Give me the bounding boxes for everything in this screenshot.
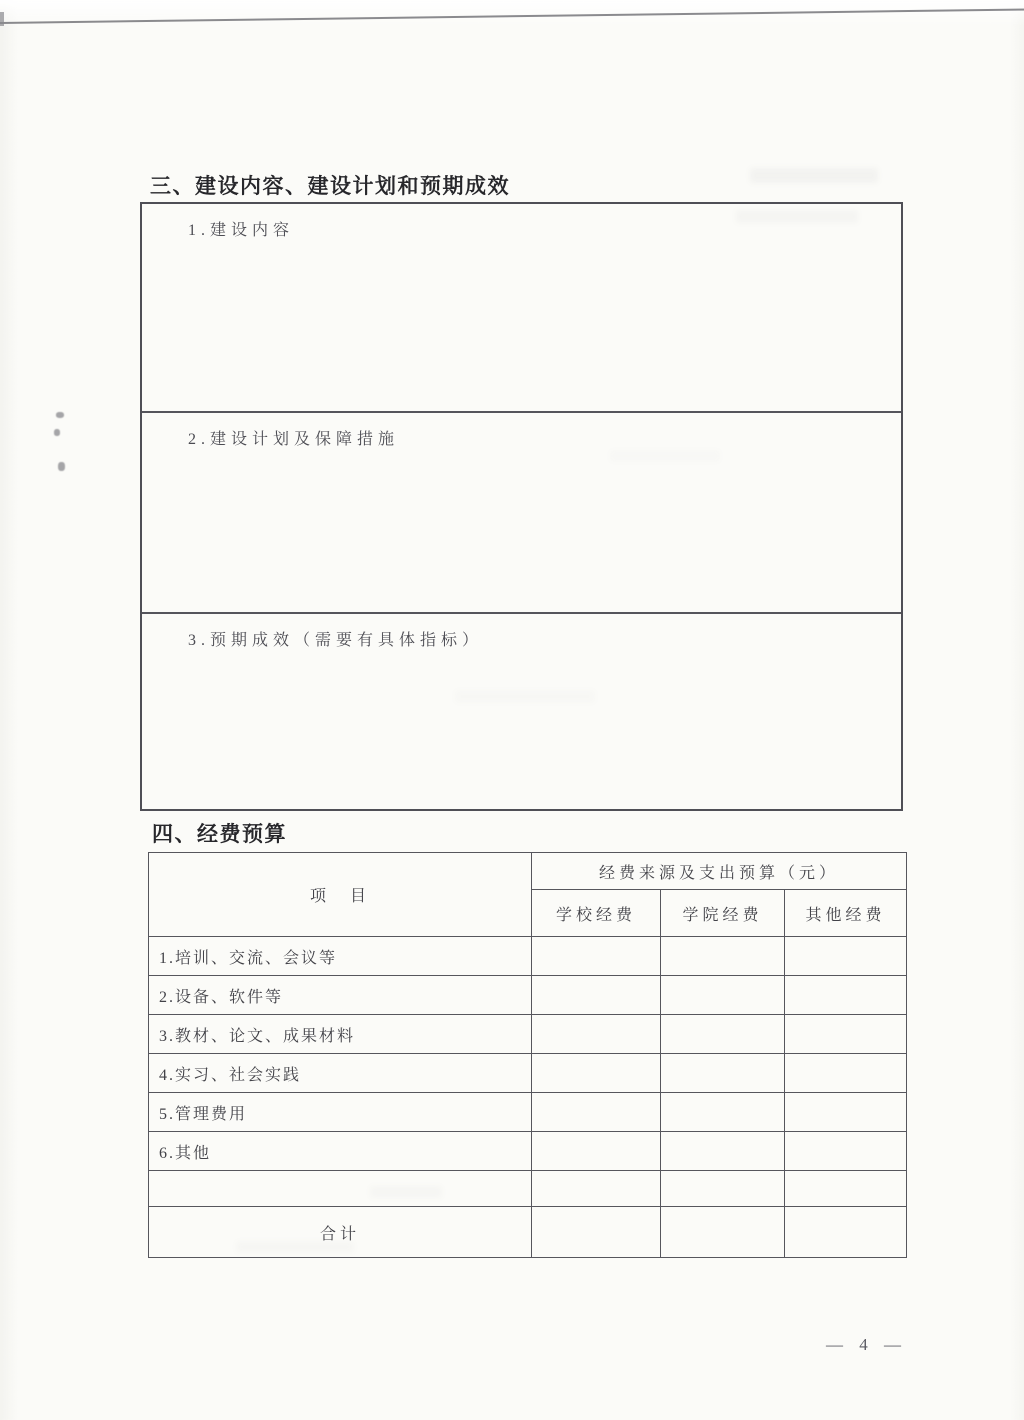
budget-group-header: 经费来源及支出预算（元） (532, 853, 907, 890)
school-cell (532, 1207, 661, 1258)
school-cell (532, 1015, 661, 1054)
table-row-empty (149, 1171, 907, 1207)
table-row (149, 1015, 907, 1054)
table-row-total (149, 1207, 907, 1258)
college-funds-header: 学院经费 (661, 890, 785, 937)
school-cell (532, 976, 661, 1015)
table-row (149, 1132, 907, 1171)
school-funds-header: 学校经费 (532, 890, 661, 937)
table-row (149, 976, 907, 1015)
construction-plan-cell (142, 411, 901, 612)
budget-table (148, 852, 907, 1258)
college-cell (661, 1093, 785, 1132)
school-cell (532, 1171, 661, 1207)
other-cell (785, 1093, 907, 1132)
other-cell (785, 937, 907, 976)
college-cell (661, 1132, 785, 1171)
row-label: 1.培训、交流、会议等 (149, 937, 532, 976)
expected-results-cell (142, 612, 901, 807)
other-funds-header: 其他经费 (785, 890, 907, 937)
row-label: 3.教材、论文、成果材料 (149, 1015, 532, 1054)
other-cell (785, 1207, 907, 1258)
margin-speck (54, 429, 60, 436)
college-cell (661, 937, 785, 976)
scanner-edge-line (0, 8, 1024, 24)
row-label: 5.管理费用 (149, 1093, 532, 1132)
section-four-title: 四、经费预算 (152, 822, 287, 846)
margin-speck (56, 412, 64, 418)
other-cell (785, 1054, 907, 1093)
construction-plan-label: 2.建设计划及保障措施 (188, 431, 400, 448)
row-label (149, 1171, 532, 1207)
other-cell (785, 1132, 907, 1171)
table-row (149, 1093, 907, 1132)
table-row (149, 937, 907, 976)
school-cell (532, 1054, 661, 1093)
other-cell (785, 1015, 907, 1054)
expected-results-label: 3.预期成效（需要有具体指标） (188, 632, 484, 649)
row-label: 2.设备、软件等 (149, 976, 532, 1015)
table-row (149, 1054, 907, 1093)
total-label: 合计 (149, 1207, 532, 1258)
item-column-header: 项 目 (149, 853, 532, 937)
school-cell (532, 937, 661, 976)
row-label: 6.其他 (149, 1132, 532, 1171)
construction-content-cell (142, 204, 901, 411)
other-cell (785, 1171, 907, 1207)
other-cell (785, 976, 907, 1015)
row-label: 4.实习、社会实践 (149, 1054, 532, 1093)
scanner-corner-mark (0, 12, 4, 26)
margin-speck (58, 462, 65, 471)
college-cell (661, 1054, 785, 1093)
college-cell (661, 976, 785, 1015)
section-three-title: 三、建设内容、建设计划和预期成效 (150, 174, 510, 198)
college-cell (661, 1015, 785, 1054)
section-three-box (140, 202, 903, 811)
construction-content-label: 1.建设内容 (188, 222, 295, 239)
college-cell (661, 1171, 785, 1207)
page-number: — 4 — (826, 1335, 907, 1354)
college-cell (661, 1207, 785, 1258)
school-cell (532, 1132, 661, 1171)
bleed-through-mark (750, 168, 878, 183)
school-cell (532, 1093, 661, 1132)
